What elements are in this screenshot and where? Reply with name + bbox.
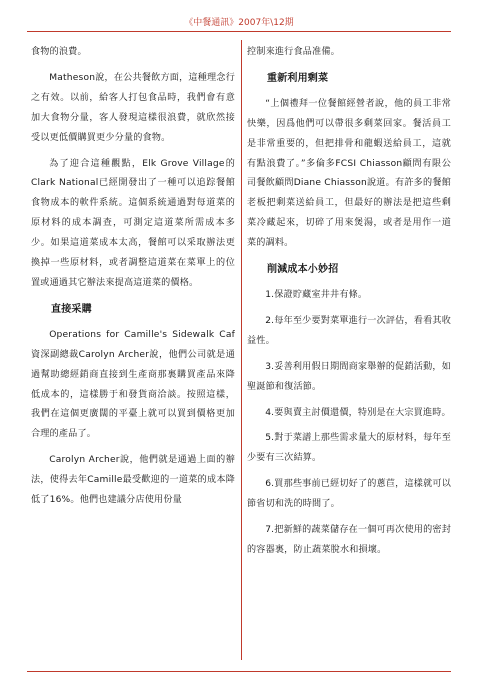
- paragraph: Carolyn Archer說，他們就是通過上面的辦法，使得去年Camille最受歡迎的一道菜的成本降低了16%。他們也建議分店使用份量: [31, 455, 235, 506]
- right-column: [247, 43, 451, 567]
- paragraph: 食物的浪費。: [31, 47, 87, 57]
- tip-item: 7.把新鮮的蔬菜儲存在一個可再次使用的密封的容器裏，防止蔬菜脫水和損壞。: [247, 525, 451, 555]
- paragraph: 控制來進行食品准備。: [247, 47, 340, 57]
- section-heading: 重新利用剩菜: [267, 72, 329, 84]
- paragraph: “上個禮拜一位餐館經營者說，他的員工非常快樂，因爲他們可以帶很多剩菜回家。餐活員工是非常重要的，但把排骨和龍蝦送給員工，這就有點浪費了。”多倫多FCSI Chiasson顧問有限公司餐飲顧問Diane Chiasson說道。有許多的餐館老板把剩菜送給員工，但最好的辦法是把這些剩菜冷藏起來，切碎了用來煲湯，或者是用作一道菜的調料。: [247, 98, 451, 249]
- page-header: 《中餐通訊》2007年\12期: [184, 18, 294, 28]
- section-heading: 削減成本小妙招: [267, 264, 339, 276]
- section-heading: 直接采購: [51, 303, 92, 315]
- paragraph: Operations for Camille's Sidewalk Caf資深副總裁Carolyn Archer說，他們公司就是通過幫助總經銷商直接到生產商那裏購買產品來降低成本的，這樣勝于和發貨商洽談。按照這樣，我們在這個更廣闊的平臺上就可以買到價格更加合理的產品了。: [31, 329, 235, 440]
- tip-item: 1.保證貯藏室井井有條。: [265, 289, 368, 300]
- paragraph: 為了迎合這種觀點，Elk Grove Village的Clark National已經開發出了一種可以追踪餐館食物成本的軟件系統。這個系統通過對每道菜的原材料的成本調查，可測定這道菜所需成本多少。如果這道菜成本太高，餐館可以采取辦法更換掉一些原材料，或者調整這道菜在菜單上的位置或通過其它辦法來提高這道菜的價格。: [31, 158, 235, 288]
- tip-item: 2.每年至少要對菜單進行一次評估，看看其收益性。: [247, 315, 451, 346]
- tip-item: 4.要與賣主討價還價，特別是在大宗買進時。: [265, 407, 451, 418]
- paragraph: Matheson說，在公共餐飲方面，這種理念行之有效。以前，給客人打包食品時，我們會有意加大食物分量，客人發現這樣很浪費，就欣然接受以更低價購買更少分量的食物。: [31, 72, 235, 143]
- header-rule: [27, 31, 451, 32]
- tip-item: 6.買那些事前已經切好了的蔥苣，這樣就可以節省切和洗的時間了。: [247, 479, 451, 510]
- left-column: [31, 43, 235, 517]
- tip-item: 3.妥善利用假日期間商家舉辦的促銷活動，如聖誕節和復活節。: [247, 361, 451, 392]
- footer-rule: [27, 671, 451, 672]
- tip-item: 5.對于菜譜上那些需求量大的原材料，每年至少要有三次結算。: [247, 433, 451, 464]
- column-divider: [241, 40, 242, 660]
